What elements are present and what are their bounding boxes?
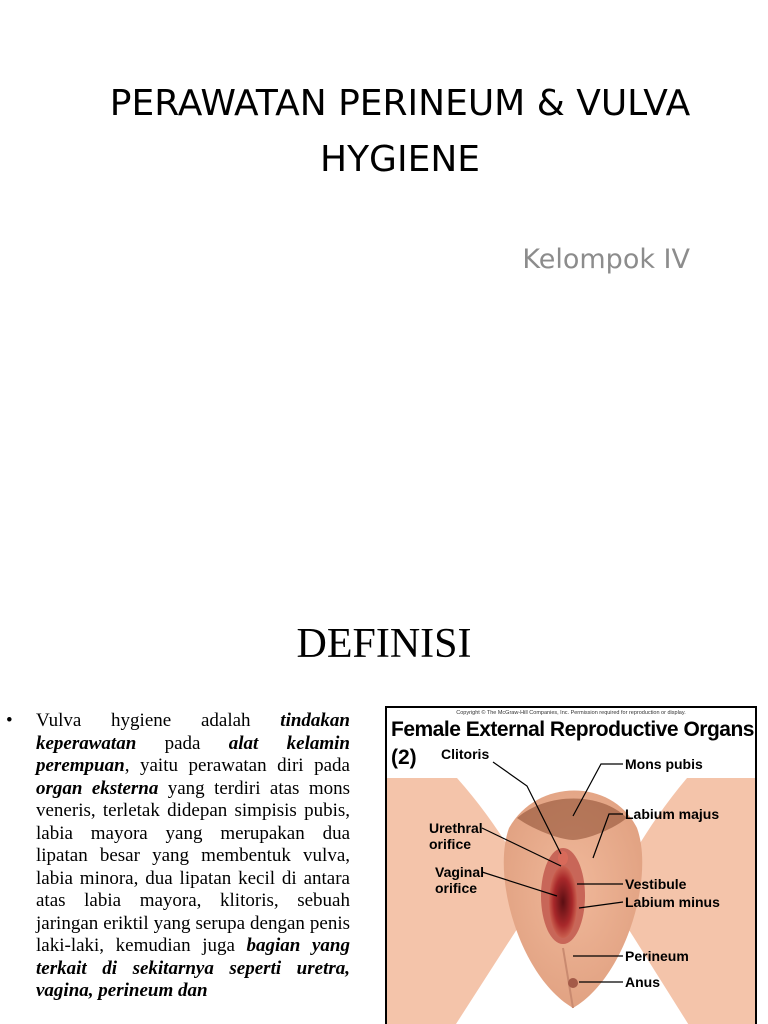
label-clitoris: Clitoris: [441, 746, 490, 762]
body-text: , yaitu perawatan diri pada: [124, 755, 350, 776]
emphasized-text: bagian yang terkait di sekitarnya seperti uretra, vagina, perineum dan: [36, 935, 350, 1001]
figure-number: (2): [391, 746, 417, 769]
slide-subtitle: Kelompok IV: [522, 244, 690, 275]
clitoris-shape: [558, 851, 568, 865]
anatomy-figure: [385, 706, 757, 1024]
figure-title: Female External Reproductive Organs: [391, 718, 754, 741]
label-vaginal-orifice: Vaginal orifice: [435, 864, 485, 896]
label-labium-minus: Labium minus: [625, 894, 720, 910]
body-text: Vulva hygiene adalah: [36, 710, 281, 731]
emphasized-text: organ eksterna: [36, 777, 159, 799]
emphasized-text: tindakan keperawatan: [36, 710, 350, 754]
definition-paragraph: [36, 710, 350, 1003]
definition-slide: [0, 576, 768, 1024]
label-vestibule: Vestibule: [625, 876, 687, 892]
slide-title: PERAWATAN PERINEUM & VULVA HYGIENE: [109, 83, 691, 180]
label-anus: Anus: [625, 974, 660, 990]
label-urethral-orifice: Urethral orifice: [429, 820, 483, 852]
vaginal-opening: [549, 866, 577, 938]
body-text: pada: [136, 732, 229, 754]
label-mons-pubis: Mons pubis: [625, 756, 703, 772]
label-perineum: Perineum: [625, 948, 689, 964]
bullet-icon: •: [6, 710, 13, 731]
body-text: yang terdiri atas mons veneris, terletak didepan simpisis pubis, labia mayora yang merupakan dua lipatan besar yang membentuk vulva, labia minora, dua lipatan kecil di antara atas labia mayora, klitoris, sebuah jaringan eriktil yang serupa dengan penis laki-laki, kemudian juga: [36, 777, 350, 956]
anus-shape: [568, 978, 578, 988]
label-labium-majus: Labium majus: [625, 806, 720, 822]
copyright-notice: Copyright © The McGraw-Hill Companies, Inc. Permission required for reproduction or display.: [456, 710, 686, 716]
emphasized-text: alat kelamin perempuan: [36, 732, 350, 776]
section-title: DEFINISI: [296, 621, 472, 667]
